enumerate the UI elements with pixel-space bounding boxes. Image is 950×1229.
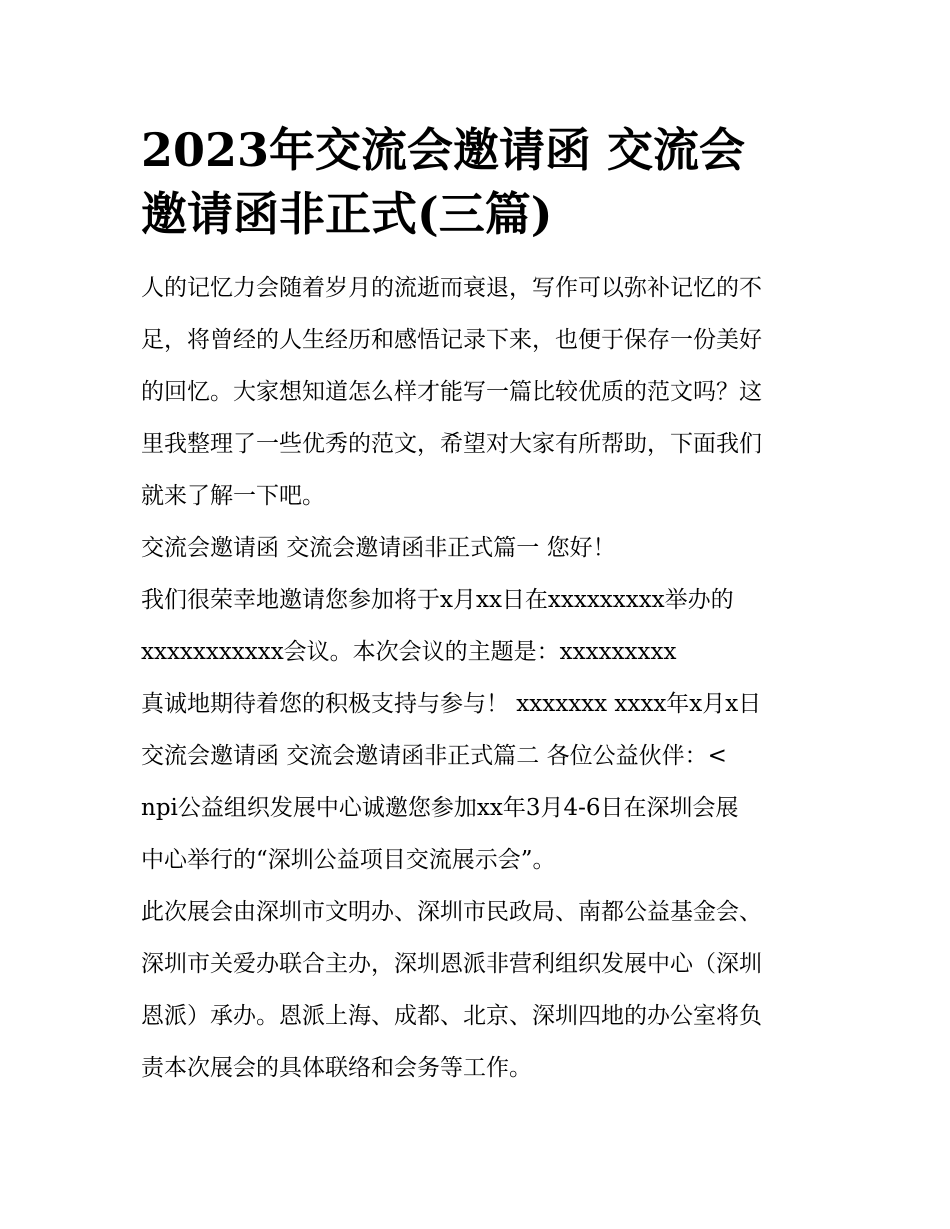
text-line: 人的记忆力会随着岁月的流逝而衰退，写作可以弥补记忆的不 <box>141 275 762 301</box>
text-line: 深圳市关爱办联合主办，深圳恩派非营利组织发展中心（深圳 <box>141 951 762 977</box>
text-line: 真诚地期待着您的积极支持与参与！ xxxxxxx xxxx年x月x日 <box>141 691 762 717</box>
text-line: 的回忆。大家想知道怎么样才能写一篇比较优质的范文吗？这 <box>141 379 762 405</box>
title-line: 邀请函非正式(三篇) <box>141 187 553 241</box>
text-line: xxxxxxxxxxx会议。本次会议的主题是：xxxxxxxxx <box>141 639 677 665</box>
document-title <box>141 0 813 246</box>
title-line: 2023年交流会邀请函 交流会 <box>141 123 746 177</box>
text-line: 里我整理了一些优秀的范文，希望对大家有所帮助，下面我们 <box>141 431 762 457</box>
section-one-heading <box>141 522 813 574</box>
closing-signature <box>141 678 813 730</box>
text-line: npi公益组织发展中心诚邀您参加xx年3月4-6日在深圳会展 <box>141 795 739 821</box>
text-line: 恩派）承办。恩派上海、成都、北京、深圳四地的办公室将负 <box>141 1003 762 1029</box>
invitation-paragraph <box>141 574 813 678</box>
section-two-heading <box>141 730 813 782</box>
text-line: 此次展会由深圳市文明办、深圳市民政局、南都公益基金会、 <box>141 899 762 925</box>
document-page <box>141 0 813 1094</box>
text-line: 交流会邀请函 交流会邀请函非正式篇二 各位公益伙伴：< <box>141 743 727 769</box>
text-line: 责本次展会的具体联络和会务等工作。 <box>141 1055 532 1081</box>
text-line: 就来了解一下吧。 <box>141 483 325 509</box>
text-line: 足，将曾经的人生经历和感悟记录下来，也便于保存一份美好 <box>141 327 762 353</box>
text-line: 我们很荣幸地邀请您参加将于x月xx日在xxxxxxxxx举办的 <box>141 587 734 613</box>
intro-paragraph <box>141 262 813 522</box>
text-line: 中心举行的“深圳公益项目交流展示会”。 <box>141 847 556 873</box>
event-paragraph <box>141 782 813 886</box>
organizer-paragraph <box>141 886 813 1094</box>
text-line: 交流会邀请函 交流会邀请函非正式篇一 您好！ <box>141 535 616 561</box>
